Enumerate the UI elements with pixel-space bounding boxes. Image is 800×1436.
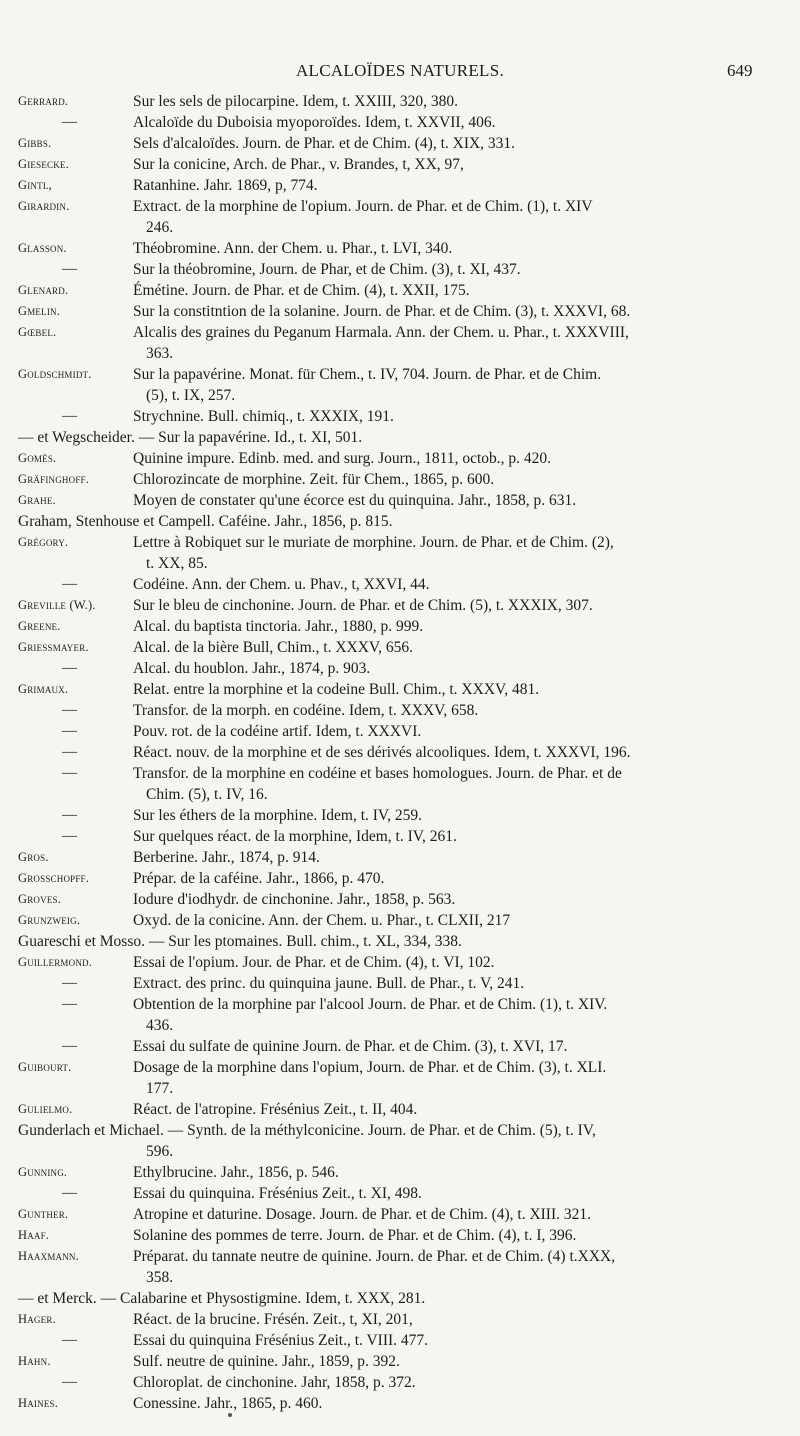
bibliography-entry bbox=[0, 952, 800, 973]
entry-author: Gœbel. bbox=[18, 325, 57, 339]
entry-reference: Extract. de la morphine de l'opium. Journ. de Phar. et de Chim. (1), t. XIV bbox=[133, 198, 593, 215]
ditto-dash: — bbox=[62, 828, 78, 844]
entry-reference: Essai du sulfate de quinine Journ. de Phar. et de Chim. (3), t. XVI, 17. bbox=[133, 1038, 568, 1055]
bibliography-entry bbox=[0, 1078, 800, 1099]
page-number: 649 bbox=[727, 61, 753, 80]
bibliography-entry bbox=[0, 595, 800, 616]
entry-author: Haines. bbox=[18, 1396, 59, 1410]
bibliography-entry bbox=[0, 385, 800, 406]
entry-author: Groves. bbox=[18, 892, 62, 906]
entry-author: Gräfinghoff. bbox=[18, 472, 90, 486]
entry-author: Haaxmann. bbox=[18, 1249, 79, 1263]
bibliography-entry bbox=[0, 679, 800, 700]
bibliography-entry bbox=[0, 490, 800, 511]
bibliography-entry bbox=[0, 1267, 800, 1288]
bibliography-entry bbox=[0, 931, 800, 952]
entry-reference: (5), t. IX, 257. bbox=[146, 387, 236, 404]
bibliography-entry bbox=[0, 406, 800, 427]
entry-reference: Sulf. neutre de quinine. Jahr., 1859, p. 392. bbox=[133, 1353, 400, 1370]
bibliography-entry bbox=[0, 196, 800, 217]
entry-reference: 177. bbox=[146, 1080, 174, 1097]
entry-reference: Gunderlach et Michael. — Synth. de la méthylconicine. Journ. de Phar. et de Chim. (5), t. IV, bbox=[18, 1122, 596, 1139]
bibliography-entry bbox=[0, 1015, 800, 1036]
entry-author: Greville (W.). bbox=[18, 598, 96, 612]
ditto-dash: — bbox=[62, 765, 78, 781]
entry-reference: Réact. de l'atropine. Frésénius Zeit., t. II, 404. bbox=[133, 1101, 418, 1118]
entry-reference: Sur la conicine, Arch. de Phar., v. Brandes, t, XX, 97, bbox=[133, 156, 464, 173]
bibliography-entry bbox=[0, 658, 800, 679]
entry-reference: Réact. nouv. de la morphine et de ses dérivés alcooliques. Idem, t. XXXVI, 196. bbox=[133, 744, 631, 761]
entry-reference: Transfor. de la morph. en codéine. Idem, t. XXXV, 658. bbox=[133, 702, 479, 719]
ditto-dash: — bbox=[62, 408, 78, 424]
entry-author: Glasson. bbox=[18, 241, 67, 255]
entry-reference: Iodure d'iodhydr. de cinchonine. Jahr., 1858, p. 563. bbox=[133, 891, 456, 908]
bibliography-entry bbox=[0, 868, 800, 889]
entry-author: Haaf. bbox=[18, 1228, 50, 1242]
entry-reference: Préparat. du tannate neutre de quinine. Journ. de Phar. et de Chim. (4) t.XXX, bbox=[133, 1248, 616, 1265]
entry-reference: Alcal. du houblon. Jahr., 1874, p. 903. bbox=[133, 660, 371, 677]
bibliography-entry bbox=[0, 532, 800, 553]
entry-reference: Graham, Stenhouse et Campell. Caféine. Jahr., 1856, p. 815. bbox=[18, 513, 393, 530]
entry-reference: Sels d'alcaloïdes. Journ. de Phar. et de Chim. (4), t. XIX, 331. bbox=[133, 135, 516, 152]
entry-reference: Quinine impure. Edinb. med. and surg. Journ., 1811, octob., p. 420. bbox=[133, 450, 552, 467]
bibliography-entry bbox=[0, 553, 800, 574]
bibliography-entry bbox=[0, 511, 800, 532]
bibliography-entry bbox=[0, 784, 800, 805]
ditto-dash: — bbox=[62, 1185, 78, 1201]
entry-reference: Pouv. rot. de la codéine artif. Idem, t. XXXVI. bbox=[133, 723, 422, 740]
entry-reference: Extract. des princ. du quinquina jaune. Bull. de Phar., t. V, 241. bbox=[133, 975, 525, 992]
bibliography-entry bbox=[0, 91, 800, 112]
bibliography-entry bbox=[0, 1162, 800, 1183]
entry-reference: Ethylbrucine. Jahr., 1856, p. 546. bbox=[133, 1164, 339, 1181]
entry-reference: Sur quelques réact. de la morphine, Idem, t. IV, 261. bbox=[133, 828, 457, 845]
entry-author: Grégory. bbox=[18, 535, 69, 549]
entry-reference: Chim. (5), t. IV, 16. bbox=[146, 786, 268, 803]
bibliography-entry bbox=[0, 175, 800, 196]
bibliography-entry bbox=[0, 427, 800, 448]
entry-reference: Guareschi et Mosso. — Sur les ptomaines. Bull. chim., t. XL, 334, 338. bbox=[18, 933, 462, 950]
entry-reference: — et Wegscheider. — Sur la papavérine. Id., t. XI, 501. bbox=[18, 429, 363, 446]
bibliography-entry bbox=[0, 259, 800, 280]
bibliography-entry bbox=[0, 1036, 800, 1057]
ditto-dash: — bbox=[62, 114, 78, 130]
bibliography-entry bbox=[0, 994, 800, 1015]
entry-author: Guibourt. bbox=[18, 1060, 72, 1074]
bibliography-entry bbox=[0, 343, 800, 364]
bibliography-entry bbox=[0, 1393, 800, 1414]
ditto-dash: — bbox=[62, 996, 78, 1012]
entry-author: Glenard. bbox=[18, 283, 69, 297]
bibliography-entry bbox=[0, 574, 800, 595]
ditto-dash: — bbox=[62, 807, 78, 823]
entry-reference: Théobromine. Ann. der Chem. u. Phar., t. LVI, 340. bbox=[133, 240, 453, 257]
bibliography-entry bbox=[0, 763, 800, 784]
bibliography-list bbox=[0, 91, 800, 1414]
ditto-dash: — bbox=[62, 702, 78, 718]
bibliography-entry bbox=[0, 133, 800, 154]
bibliography-entry bbox=[0, 1288, 800, 1309]
bibliography-entry bbox=[0, 1141, 800, 1162]
bibliography-entry bbox=[0, 973, 800, 994]
ditto-dash: — bbox=[62, 660, 78, 676]
entry-author: Gunther. bbox=[18, 1207, 69, 1221]
bibliography-entry bbox=[0, 1057, 800, 1078]
entry-reference: Essai du quinquina. Frésénius Zeit., t. XI, 498. bbox=[133, 1185, 422, 1202]
entry-author: Gerrard. bbox=[18, 94, 69, 108]
entry-reference: Alcal. de la bière Bull, Chim., t. XXXV, 656. bbox=[133, 639, 413, 656]
bibliography-entry bbox=[0, 1351, 800, 1372]
bibliography-entry bbox=[0, 847, 800, 868]
bibliography-entry bbox=[0, 1246, 800, 1267]
entry-reference: Sur le bleu de cinchonine. Journ. de Phar. et de Chim. (5), t. XXXIX, 307. bbox=[133, 597, 593, 614]
bibliography-entry bbox=[0, 364, 800, 385]
bibliography-entry bbox=[0, 637, 800, 658]
entry-reference: Dosage de la morphine dans l'opium, Journ. de Phar. et de Chim. (3), t. XLI. bbox=[133, 1059, 607, 1076]
bibliography-entry bbox=[0, 910, 800, 931]
ditto-dash: — bbox=[62, 1374, 78, 1390]
entry-author: Gomès. bbox=[18, 451, 57, 465]
entry-reference: Atropine et daturine. Dosage. Journ. de Phar. et de Chim. (4), t. XIII. 321. bbox=[133, 1206, 592, 1223]
ditto-dash: — bbox=[62, 744, 78, 760]
bibliography-entry bbox=[0, 154, 800, 175]
entry-reference: Émétine. Journ. de Phar. et de Chim. (4), t. XXII, 175. bbox=[133, 282, 470, 299]
entry-reference: Sur les sels de pilocarpine. Idem, t. XXIII, 320, 380. bbox=[133, 93, 459, 110]
bibliography-entry bbox=[0, 238, 800, 259]
bibliography-entry bbox=[0, 805, 800, 826]
bibliography-entry bbox=[0, 616, 800, 637]
entry-reference: Lettre à Robiquet sur le muriate de morphine. Journ. de Phar. et de Chim. (2), bbox=[133, 534, 614, 551]
ditto-dash: — bbox=[62, 576, 78, 592]
entry-reference: Chloroplat. de cinchonine. Jahr, 1858, p. 372. bbox=[133, 1374, 416, 1391]
entry-author: Gmelin. bbox=[18, 304, 61, 318]
bibliography-entry bbox=[0, 112, 800, 133]
entry-author: Girardin. bbox=[18, 199, 70, 213]
bibliography-entry bbox=[0, 826, 800, 847]
bibliography-entry bbox=[0, 1183, 800, 1204]
entry-author: Hahn. bbox=[18, 1354, 51, 1368]
bibliography-entry bbox=[0, 217, 800, 238]
entry-reference: Obtention de la morphine par l'alcool Journ. de Phar. et de Chim. (1), t. XIV. bbox=[133, 996, 608, 1013]
entry-reference: Berberine. Jahr., 1874, p. 914. bbox=[133, 849, 320, 866]
entry-author: Giesecke. bbox=[18, 157, 69, 171]
entry-reference: Chlorozincate de morphine. Zeit. für Chem., 1865, p. 600. bbox=[133, 471, 495, 488]
entry-reference: — et Merck. — Calabarine et Physostigmine. Idem, t. XXX, 281. bbox=[18, 1290, 426, 1307]
entry-reference: Sur la théobromine, Journ. de Phar, et de Chim. (3), t. XI, 437. bbox=[133, 261, 521, 278]
bibliography-entry bbox=[0, 1309, 800, 1330]
ditto-dash: — bbox=[62, 723, 78, 739]
ink-speck bbox=[228, 1413, 232, 1417]
entry-reference: 363. bbox=[146, 345, 174, 362]
entry-author: Gintl, bbox=[18, 178, 52, 192]
ditto-dash: — bbox=[62, 261, 78, 277]
bibliography-entry bbox=[0, 1330, 800, 1351]
entry-author: Goldschmidt. bbox=[18, 367, 92, 381]
bibliography-entry bbox=[0, 700, 800, 721]
entry-reference: Essai de l'opium. Jour. de Phar. et de Chim. (4), t. VI, 102. bbox=[133, 954, 495, 971]
bibliography-entry bbox=[0, 721, 800, 742]
bibliography-entry bbox=[0, 469, 800, 490]
bibliography-entry bbox=[0, 889, 800, 910]
entry-reference: Transfor. de la morphine en codéine et bases homologues. Journ. de Phar. et de bbox=[133, 765, 622, 782]
entry-reference: Relat. entre la morphine et la codeine Bull. Chim., t. XXXV, 481. bbox=[133, 681, 540, 698]
entry-author: Grimaux. bbox=[18, 682, 69, 696]
entry-reference: Alcalis des graines du Peganum Harmala. Ann. der Chem. u. Phar., t. XXXVIII, bbox=[133, 324, 629, 341]
bibliography-entry bbox=[0, 1372, 800, 1393]
running-header: ALCALOÏDES NATURELS. bbox=[295, 61, 505, 80]
entry-reference: 358. bbox=[146, 1269, 174, 1286]
entry-reference: Réact. de la brucine. Frésén. Zeit., t, XI, 201, bbox=[133, 1311, 413, 1328]
entry-reference: Codéine. Ann. der Chem. u. Phav., t, XXVI, 44. bbox=[133, 576, 430, 593]
entry-reference: Essai du quinquina Frésénius Zeit., t. VIII. 477. bbox=[133, 1332, 429, 1349]
entry-author: Griessmayer. bbox=[18, 640, 89, 654]
entry-reference: Conessine. Jahr., 1865, p. 460. bbox=[133, 1395, 323, 1412]
entry-reference: 436. bbox=[146, 1017, 174, 1034]
entry-author: Grahe. bbox=[18, 493, 56, 507]
entry-author: Grunzweig. bbox=[18, 913, 81, 927]
entry-reference: Oxyd. de la conicine. Ann. der Chem. u. Phar., t. CLXII, 217 bbox=[133, 912, 511, 929]
entry-author: Gulielmo. bbox=[18, 1102, 73, 1116]
entry-reference: 246. bbox=[146, 219, 174, 236]
entry-reference: Strychnine. Bull. chimiq., t. XXXIX, 191. bbox=[133, 408, 394, 425]
entry-reference: Ratanhine. Jahr. 1869, p, 774. bbox=[133, 177, 318, 194]
entry-reference: Sur la papavérine. Monat. für Chem., t. IV, 704. Journ. de Phar. et de Chim. bbox=[133, 366, 602, 383]
entry-reference: Sur les éthers de la morphine. Idem, t. IV, 259. bbox=[133, 807, 422, 824]
entry-author: Guillermond. bbox=[18, 955, 93, 969]
bibliography-entry bbox=[0, 1120, 800, 1141]
bibliography-entry bbox=[0, 280, 800, 301]
bibliography-entry bbox=[0, 742, 800, 763]
bibliography-entry bbox=[0, 301, 800, 322]
ditto-dash: — bbox=[62, 1038, 78, 1054]
entry-reference: Alcaloïde du Duboisia myoporoïdes. Idem, t. XXVII, 406. bbox=[133, 114, 496, 131]
entry-author: Gunning. bbox=[18, 1165, 68, 1179]
entry-reference: Moyen de constater qu'une écorce est du quinquina. Jahr., 1858, p. 631. bbox=[133, 492, 577, 509]
ditto-dash: — bbox=[62, 975, 78, 991]
entry-author: Grosschopff. bbox=[18, 871, 90, 885]
entry-reference: Prépar. de la caféine. Jahr., 1866, p. 470. bbox=[133, 870, 385, 887]
entry-reference: t. XX, 85. bbox=[146, 555, 208, 572]
bibliography-entry bbox=[0, 1225, 800, 1246]
entry-author: Greene. bbox=[18, 619, 61, 633]
bibliography-entry bbox=[0, 448, 800, 469]
ditto-dash: — bbox=[62, 1332, 78, 1348]
entry-reference: Sur la constitntion de la solanine. Journ. de Phar. et de Chim. (3), t. XXXVI, 68. bbox=[133, 303, 631, 320]
entry-reference: Alcal. du baptista tinctoria. Jahr., 1880, p. 999. bbox=[133, 618, 424, 635]
entry-author: Gros. bbox=[18, 850, 49, 864]
bibliography-entry bbox=[0, 322, 800, 343]
entry-author: Gibbs. bbox=[18, 136, 52, 150]
entry-reference: Solanine des pommes de terre. Journ. de Phar. et de Chim. (4), t. I, 396. bbox=[133, 1227, 577, 1244]
entry-reference: 596. bbox=[146, 1143, 174, 1160]
bibliography-entry bbox=[0, 1204, 800, 1225]
bibliography-entry bbox=[0, 1099, 800, 1120]
entry-author: Hager. bbox=[18, 1312, 56, 1326]
